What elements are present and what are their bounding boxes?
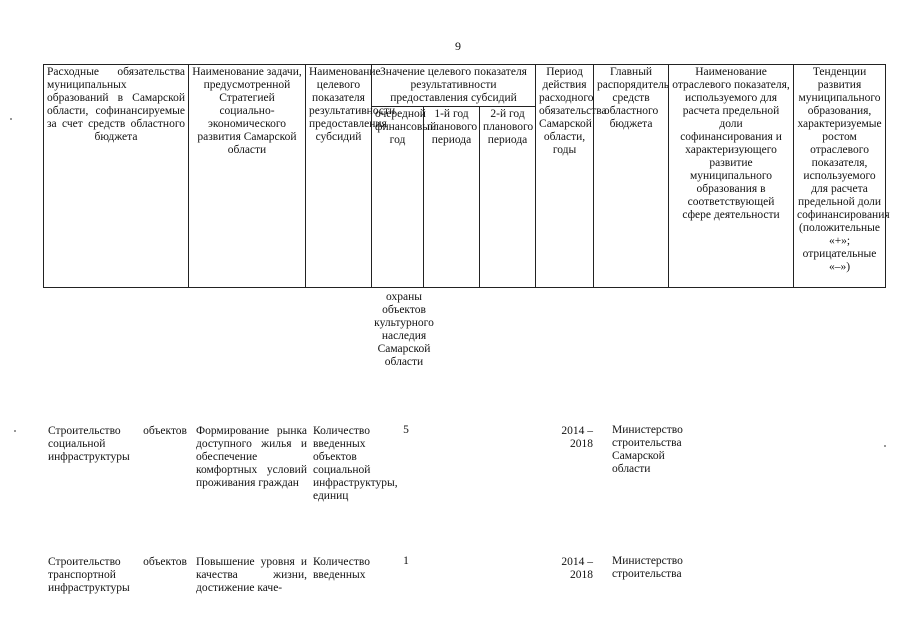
header-col-obligations: Расходные обязательства муниципальных образований в Самарской области, софинансируемые за счет средств областного бюджета [44, 65, 189, 288]
header-col-next-year: очередной финансовый год [372, 107, 424, 288]
row-1-value: 5 [403, 424, 409, 436]
header-col-values-group: Значение целевого показателя результативности предоставления субсидий [372, 65, 536, 107]
row-1-task: Формирование рынка доступного жилья и обеспечение комфортных условий проживания граждан [196, 425, 307, 489]
row-2-administrator: Министерство строительства [612, 555, 683, 580]
row-2-period: 2014 – 2018 [561, 556, 593, 581]
header-col-administrator: Главный распорядитель средств областного бюджета [594, 65, 669, 288]
row-2-task: Повышение уровня и качества жизни, достижение каче- [196, 556, 307, 594]
header-col-trends: Тенденции развития муниципального образования, характеризуемые ростом отраслевого показателя, используемого для расчета предельной доли софинансирования (положительные «+»; отрицательные «–») [794, 65, 886, 288]
header-col-sector-indicator: Наименование отраслевого показателя, используемого для расчета предельной доли софинансирования и характеризующего развитие муниципального образования в соответствующей сфере деятельности [669, 65, 794, 288]
row-1-period: 2014 – 2018 [561, 425, 593, 450]
row-1-administrator: Министерство строительства Самарской области [612, 424, 683, 475]
scan-speck [884, 445, 886, 447]
table-header [43, 64, 890, 288]
header-col-task: Наименование задачи, предусмотренной Стратегией социально-экономического развития Самарской области [189, 65, 306, 288]
header-col-plan-year-1: 1-й год планового периода [424, 107, 480, 288]
scan-speck [10, 118, 12, 120]
header-col-indicator: Наименование целевого показателя результативности предоставления субсидий [306, 65, 372, 288]
row-2-obligation: Строительство объектов транспортной инфраструктуры [48, 556, 187, 594]
row-2-indicator: Количество введенных [313, 556, 370, 581]
row-1-indicator: Количество введенных объектов социальной инфраструктуры, единиц [313, 425, 398, 502]
scan-speck [14, 430, 16, 432]
page-number: 9 [455, 39, 461, 53]
continuation-text: охраны объектов культурного наследия Самарской области [374, 291, 434, 368]
header-col-period: Период действия расходного обязательства Самарской области, годы [536, 65, 594, 288]
row-1-obligation: Строительство объектов социальной инфраструктуры [48, 425, 187, 463]
header-col-plan-year-2: 2-й год планового периода [480, 107, 536, 288]
row-2-value: 1 [403, 555, 409, 567]
